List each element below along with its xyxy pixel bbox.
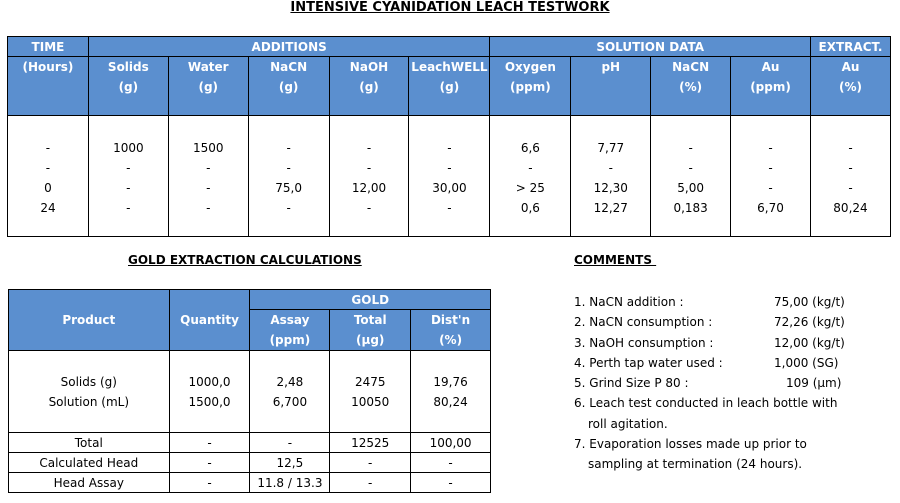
calculated-head-row-cell: - xyxy=(169,453,250,473)
solution-data-group-header: SOLUTION DATA xyxy=(490,37,811,57)
leach-cell: - xyxy=(366,141,372,155)
comment-text: 5. Grind Size P 80 : xyxy=(574,376,689,391)
leach-cell: - xyxy=(366,201,372,215)
comment-text: 4. Perth tap water used : xyxy=(574,355,723,370)
comment-line xyxy=(574,312,894,332)
leach-cell: - xyxy=(206,161,211,175)
leach-cell: - xyxy=(768,181,773,195)
head-assay-row-cell: Head Assay xyxy=(9,473,170,493)
nacn-column-values xyxy=(248,116,329,237)
gold-cell: 19,76 xyxy=(433,375,468,389)
comment-line xyxy=(574,414,894,434)
comment-text: roll agitation. xyxy=(588,416,668,431)
comment-line xyxy=(574,373,894,393)
comment-value: 12,00 (kg/t) xyxy=(774,335,845,350)
leach-cell: 80,24 xyxy=(833,201,868,215)
total-row-cell: - xyxy=(169,433,250,453)
additions-group-header: ADDITIONS xyxy=(88,37,490,57)
leach-cell: - xyxy=(848,161,853,175)
comment-text: 1. NaCN addition : xyxy=(574,295,684,309)
leach-cell: - xyxy=(768,141,773,155)
total-row-cell: Total xyxy=(9,433,170,453)
calculated-head-row-cell: 12,5 xyxy=(250,453,330,473)
gold-cell: Solids (g) xyxy=(60,375,117,389)
comments-list xyxy=(574,292,894,475)
nacn-pct-column-values xyxy=(651,116,731,237)
gold-cell: 2,48 xyxy=(276,375,304,389)
leach-cell: - xyxy=(286,201,291,215)
comment-text: 3. NaOH consumption : xyxy=(574,335,714,350)
leach-cell: - xyxy=(126,201,131,215)
leach-cell: 0 xyxy=(44,181,52,195)
leach-cell: > 25 xyxy=(515,181,545,195)
leachwell-column-values xyxy=(409,116,490,237)
ph-column-values xyxy=(571,116,651,237)
leach-cell: - xyxy=(45,141,51,155)
leach-cell: - xyxy=(366,161,372,175)
solids-column-values xyxy=(88,116,168,237)
au-pct-column-values xyxy=(810,116,890,237)
leachwell-column-header: LeachWELL (g) xyxy=(409,57,490,116)
naoh-column-values xyxy=(329,116,409,237)
leach-cell: - xyxy=(528,161,533,175)
leach-cell: 30,00 xyxy=(432,181,467,195)
oxygen-column-header: Oxygen (ppm) xyxy=(490,57,571,116)
comment-value: 72,26 (kg/t) xyxy=(774,315,845,330)
leach-cell: - xyxy=(688,141,693,155)
comment-value: 75,00 (kg/t) xyxy=(774,295,845,309)
water-column-header: Water (g) xyxy=(168,57,248,116)
leach-cell: 0,183 xyxy=(673,201,708,215)
head-assay-row-cell: - xyxy=(330,473,411,493)
calculated-head-row-cell: Calculated Head xyxy=(9,453,170,473)
gold-cell: 1500,0 xyxy=(188,395,231,409)
quantity-column-values xyxy=(169,351,250,433)
calculated-head-row xyxy=(9,453,491,473)
total-column-values xyxy=(330,351,411,433)
comment-line xyxy=(574,434,894,454)
leach-cell: - xyxy=(286,141,291,155)
leach-cell: 12,30 xyxy=(593,181,628,195)
ph-column-header: pH xyxy=(571,57,651,116)
leach-cell: 5,00 xyxy=(677,181,704,195)
nacn-pct-column-header: NaCN (%) xyxy=(651,57,731,116)
water-column-values xyxy=(168,116,248,237)
leach-cell: - xyxy=(848,181,853,195)
leach-cell: - xyxy=(206,201,211,215)
total-row-cell: 12525 xyxy=(330,433,411,453)
leach-cell: - xyxy=(45,161,51,175)
dist-column-values xyxy=(411,351,491,433)
naoh-column-header: NaOH (g) xyxy=(329,57,409,116)
oxygen-column-values xyxy=(490,116,571,237)
gold-cell: Solution (mL) xyxy=(48,395,129,409)
au-pct-column-header: Au (%) xyxy=(810,57,890,116)
nacn-column-header: NaCN (g) xyxy=(248,57,329,116)
leach-cell: 0,6 xyxy=(520,201,540,215)
leach-cell: - xyxy=(447,141,452,155)
comment-line xyxy=(574,333,894,353)
product-header: Product xyxy=(9,290,170,351)
leach-cell: - xyxy=(286,161,291,175)
gold-cell: 10050 xyxy=(351,395,390,409)
leach-cell: 7,77 xyxy=(597,141,625,155)
head-assay-row-cell: - xyxy=(169,473,250,493)
leach-cell: 12,27 xyxy=(593,201,628,215)
total-row xyxy=(9,433,491,453)
leach-cell: 6,6 xyxy=(520,141,540,155)
au-ppm-column-values xyxy=(731,116,811,237)
comment-text: 7. Evaporation losses made up prior to xyxy=(574,437,807,452)
leach-cell: - xyxy=(126,161,131,175)
leach-cell: 12,00 xyxy=(351,181,387,195)
assay-column-values xyxy=(250,351,330,433)
calculated-head-row-cell: - xyxy=(411,453,491,473)
gold-cell: 6,700 xyxy=(272,395,308,409)
comment-value: 1,000 (SG) xyxy=(774,355,839,370)
comment-text: sampling at termination (24 hours). xyxy=(588,457,803,472)
leach-cell: - xyxy=(688,161,693,175)
gold-cell: 2475 xyxy=(354,375,386,389)
comment-text: 6. Leach test conducted in leach bottle with xyxy=(574,396,838,411)
head-assay-row-cell: 11.8 / 13.3 xyxy=(250,473,330,493)
total-row-cell: 100,00 xyxy=(411,433,491,453)
comments-title: COMMENTS xyxy=(574,253,657,267)
leach-cell: 24 xyxy=(40,201,56,215)
gold-cell: 80,24 xyxy=(433,395,468,409)
comment-text: 2. NaCN consumption : xyxy=(574,315,713,330)
dist-header: Dist'n (%) xyxy=(411,310,491,351)
leach-cell: - xyxy=(447,161,452,175)
assay-header: Assay (ppm) xyxy=(250,310,330,351)
leach-cell: 1500 xyxy=(192,141,224,155)
comment-line xyxy=(574,353,894,373)
hours-column-values xyxy=(8,116,89,237)
au-ppm-column-header: Au (ppm) xyxy=(731,57,811,116)
comment-line xyxy=(574,393,894,413)
gold-extraction-title: GOLD EXTRACTION CALCULATIONS xyxy=(128,253,362,267)
leach-cell: 75,0 xyxy=(275,181,302,195)
calculated-head-row-cell: - xyxy=(330,453,411,473)
leach-cell: 6,70 xyxy=(757,201,784,215)
comment-line xyxy=(574,454,894,474)
head-assay-row xyxy=(9,473,491,493)
leach-cell: - xyxy=(447,201,452,215)
time-group-header: TIME xyxy=(8,37,89,57)
total-row-cell: - xyxy=(250,433,330,453)
gold-extraction-table xyxy=(8,289,491,493)
leach-cell: - xyxy=(608,161,613,175)
product-column-values xyxy=(9,351,170,433)
page-title: INTENSIVE CYANIDATION LEACH TESTWORK xyxy=(290,0,610,15)
comment-line xyxy=(574,292,894,312)
comment-value: 109 (µm) xyxy=(786,376,842,391)
gold-group-header: GOLD xyxy=(250,290,491,310)
solids-column-header: Solids (g) xyxy=(88,57,168,116)
quantity-header: Quantity xyxy=(169,290,250,351)
leach-cell: - xyxy=(848,141,853,155)
gold-cell: 1000,0 xyxy=(188,375,231,389)
leach-cell: - xyxy=(206,181,211,195)
total-header: Total (µg) xyxy=(330,310,411,351)
leach-cell: - xyxy=(768,161,773,175)
leach-cell: 1000 xyxy=(113,141,144,155)
leach-testwork-table xyxy=(7,36,891,237)
leach-cell: - xyxy=(126,181,131,195)
head-assay-row-cell: - xyxy=(411,473,491,493)
hours-column-header: (Hours) xyxy=(8,57,89,116)
extract-group-header: EXTRACT. xyxy=(810,37,890,57)
